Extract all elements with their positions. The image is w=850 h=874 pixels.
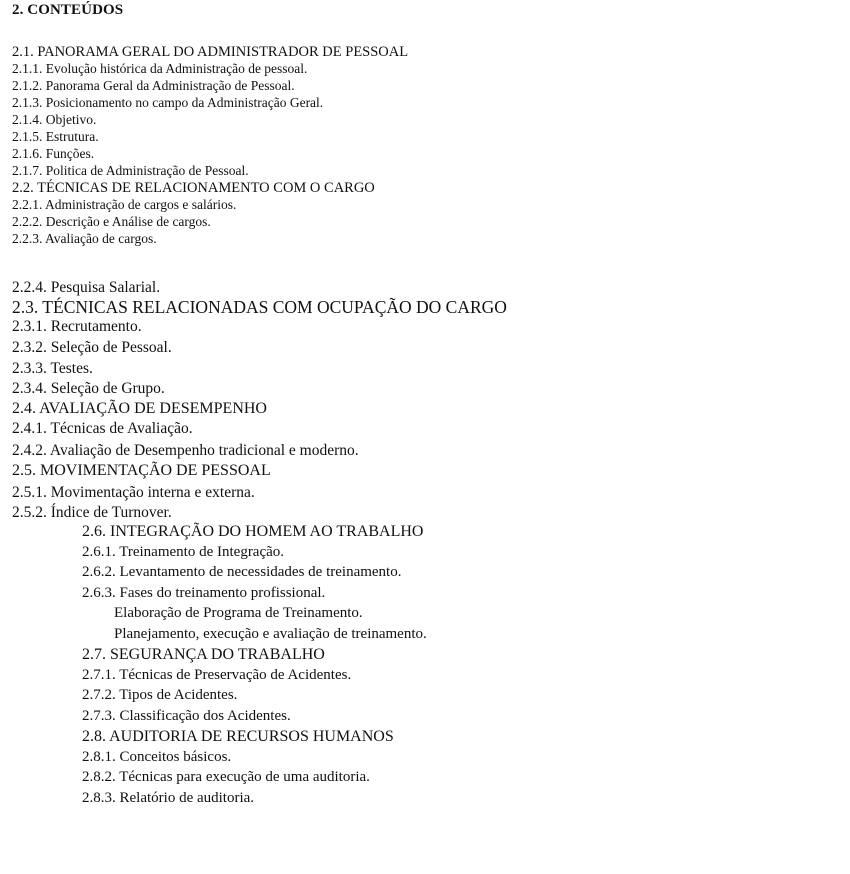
contents-line: 2.7.2. Tipos de Acidentes.	[82, 687, 238, 703]
contents-line: 2.1.1. Evolução histórica da Administração de pessoal.	[12, 61, 308, 76]
contents-line: 2.3.1. Recrutamento.	[12, 318, 142, 335]
contents-line: Elaboração de Programa de Treinamento.	[114, 605, 363, 621]
contents-line: 2.3.2. Seleção de Pessoal.	[12, 339, 172, 356]
contents-line: 2.1.5. Estrutura.	[12, 129, 99, 144]
contents-line: 2.5. MOVIMENTAÇÃO DE PESSOAL	[12, 462, 271, 479]
contents-line: 2.4.1. Técnicas de Avaliação.	[12, 420, 193, 437]
contents-line: 2.2.1. Administração de cargos e salários.	[12, 197, 237, 212]
contents-line: 2.1.2. Panorama Geral da Administração de Pessoal.	[12, 78, 295, 93]
contents-line: Planejamento, execução e avaliação de treinamento.	[114, 626, 427, 642]
contents-line: 2.2.4. Pesquisa Salarial.	[12, 279, 161, 296]
contents-line: 2.2. TÉCNICAS DE RELACIONAMENTO COM O CARGO	[12, 180, 375, 196]
contents-line: 2.5.1. Movimentação interna e externa.	[12, 484, 255, 501]
contents-line: 2.7.3. Classificação dos Acidentes.	[82, 708, 291, 724]
contents-line: 2.1. PANORAMA GERAL DO ADMINISTRADOR DE PESSOAL	[12, 44, 409, 60]
contents-line: 2.8.2. Técnicas para execução de uma auditoria.	[82, 769, 370, 785]
contents-line: 2.5.2. Índice de Turnover.	[12, 504, 172, 521]
contents-line: 2.4.2. Avaliação de Desempenho tradicional e moderno.	[12, 442, 359, 459]
contents-line: 2.8.3. Relatório de auditoria.	[82, 790, 255, 806]
contents-line: 2.1.3. Posicionamento no campo da Administração Geral.	[12, 95, 324, 110]
contents-line: 2.1.4. Objetivo.	[12, 112, 97, 127]
contents-line: 2.6.3. Fases do treinamento profissional.	[82, 585, 326, 601]
contents-line: 2.7.1. Técnicas de Preservação de Acidentes.	[82, 667, 352, 683]
contents-line: 2.8.1. Conceitos básicos.	[82, 749, 232, 765]
contents-line: 2.1.7. Politica de Administração de Pessoal.	[12, 163, 249, 178]
contents-line: 2.7. SEGURANÇA DO TRABALHO	[82, 646, 325, 663]
contents-line: 2.6.2. Levantamento de necessidades de treinamento.	[82, 564, 402, 580]
contents-line: 2.6. INTEGRAÇÃO DO HOMEM AO TRABALHO	[82, 523, 424, 540]
contents-line: 2.4. AVALIAÇÃO DE DESEMPENHO	[12, 400, 267, 417]
contents-line: 2.8. AUDITORIA DE RECURSOS HUMANOS	[82, 728, 394, 745]
contents-line: 2.2.3. Avaliação de cargos.	[12, 231, 157, 246]
contents-line: 2.3.4. Seleção de Grupo.	[12, 380, 165, 397]
contents-line: 2.3.3. Testes.	[12, 360, 93, 377]
contents-line: 2.3. TÉCNICAS RELACIONADAS COM OCUPAÇÃO DO CARGO	[12, 297, 507, 317]
contents-line: 2.2.2. Descrição e Análise de cargos.	[12, 214, 211, 229]
contents-line: 2.1.6. Funções.	[12, 146, 95, 161]
contents-line: 2.6.1. Treinamento de Integração.	[82, 544, 285, 560]
section-heading: 2. CONTEÚDOS	[12, 2, 124, 18]
